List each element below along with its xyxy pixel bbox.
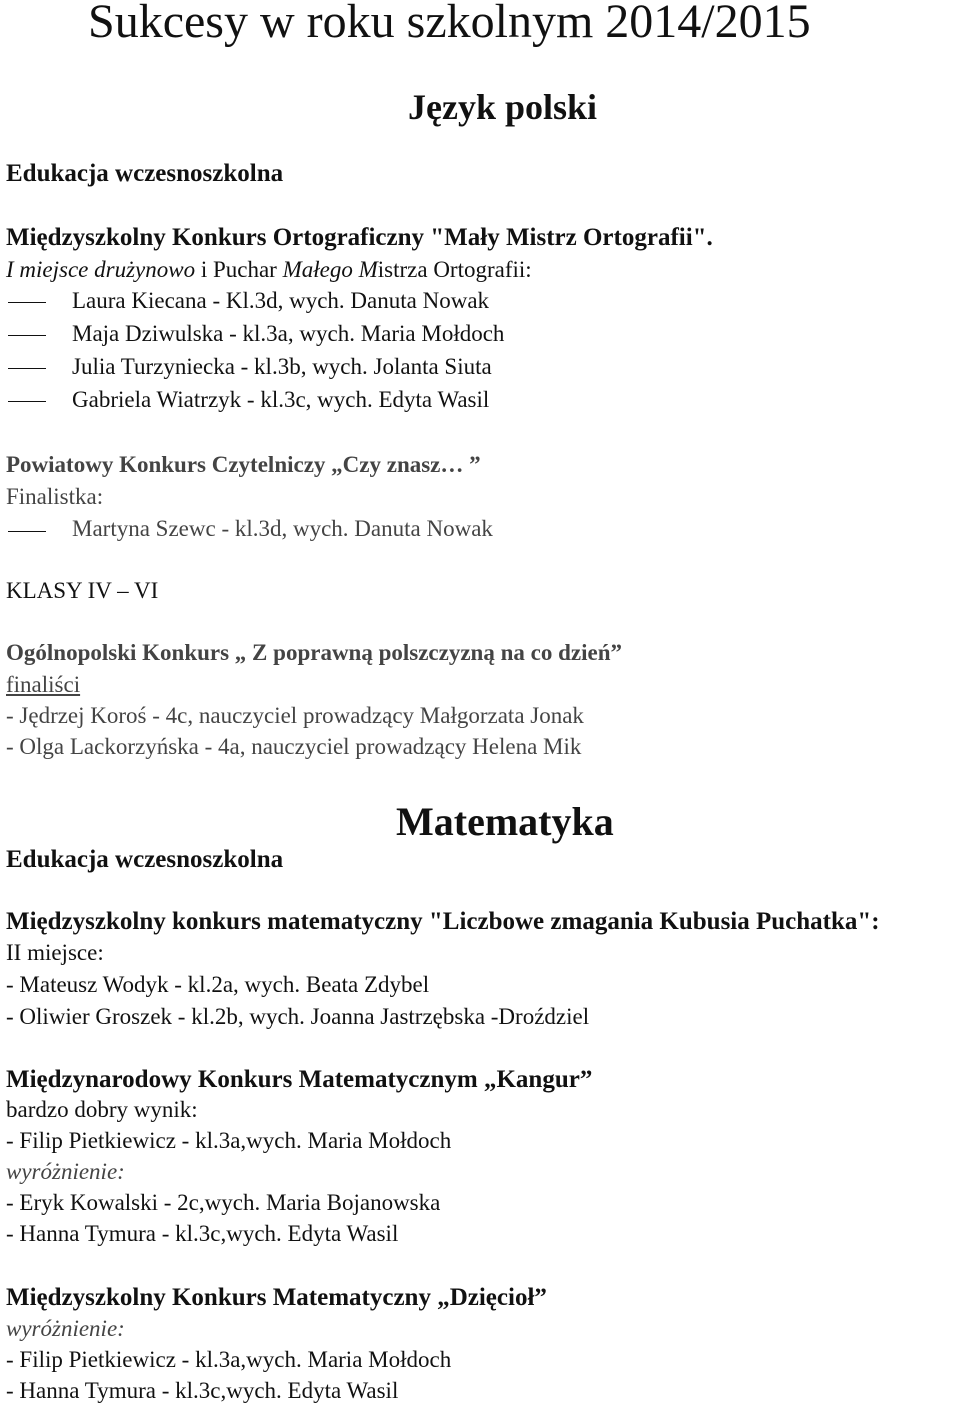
award-label: II miejsce: <box>6 940 104 965</box>
award-line: I miejsce drużynowo i Puchar Małego Mistrza Ortografii: <box>6 257 532 282</box>
contest-title: Międzyszkolny Konkurs Matematyczny „Dzięcioł” <box>6 1284 547 1311</box>
list-item: - Eryk Kowalski - 2c,wych. Maria Bojanowska <box>6 1190 441 1215</box>
list-item: - Hanna Tymura - kl.3c,wych. Edyta Wasil <box>6 1221 399 1246</box>
contest-title: Międzynarodowy Konkurs Matematycznym „Kangur” <box>6 1066 593 1093</box>
list-item: - Oliwier Groszek - kl.2b, wych. Joanna Jastrzębska -Droździel <box>6 1004 590 1029</box>
award-label: Finalistka: <box>6 484 104 509</box>
list-item: - Jędrzej Koroś - 4c, nauczyciel prowadzący Małgorzata Jonak <box>6 703 584 728</box>
list-item: Martyna Szewc - kl.3d, wych. Danuta Nowak <box>72 516 493 541</box>
list-item: - Filip Pietkiewicz - kl.3a,wych. Maria Mołdoch <box>6 1347 452 1372</box>
page-title: Sukcesy w roku szkolnym 2014/2015 <box>88 0 811 48</box>
section-heading-math: Matematyka <box>396 799 614 844</box>
list-dash <box>8 302 46 303</box>
list-item: - Hanna Tymura - kl.3c,wych. Edyta Wasil <box>6 1378 399 1403</box>
award-label: bardzo dobry wynik: <box>6 1097 198 1122</box>
list-item: Laura Kiecana - Kl.3d, wych. Danuta Nowak <box>72 288 490 313</box>
award-label: finaliści <box>6 672 81 697</box>
contest-title: Międzyszkolny konkurs matematyczny "Liczbowe zmagania Kubusia Puchatka": <box>6 908 880 935</box>
subsection-early-education: Edukacja wczesnoszkolna <box>6 160 284 187</box>
award-label: wyróżnienie: <box>6 1316 125 1341</box>
list-dash <box>8 335 46 336</box>
list-item: - Mateusz Wodyk - kl.2a, wych. Beata Zdybel <box>6 972 430 997</box>
contest-title: Ogólnopolski Konkurs „ Z poprawną polszczyzną na co dzień” <box>6 640 622 665</box>
list-dash <box>8 401 46 402</box>
list-dash <box>8 531 46 532</box>
list-item: Gabriela Wiatrzyk - kl.3c, wych. Edyta Wasil <box>72 387 490 412</box>
award-label: wyróżnienie: <box>6 1159 125 1184</box>
list-dash <box>8 368 46 369</box>
list-item: Julia Turzyniecka - kl.3b, wych. Jolanta Siuta <box>72 354 492 379</box>
subsection-grades-4-6: KLASY IV – VI <box>6 578 159 603</box>
contest-title: Powiatowy Konkurs Czytelniczy „Czy znasz… ” <box>6 452 481 477</box>
list-item: Maja Dziwulska - kl.3a, wych. Maria Mołdoch <box>72 321 505 346</box>
section-heading-polish: Język polski <box>408 87 598 127</box>
subsection-early-education: Edukacja wczesnoszkolna <box>6 846 284 873</box>
list-item: - Olga Lackorzyńska - 4a, nauczyciel prowadzący Helena Mik <box>6 734 582 759</box>
contest-title: Międzyszkolny Konkurs Ortograficzny "Mały Mistrz Ortografii". <box>6 224 713 251</box>
list-item: - Filip Pietkiewicz - kl.3a,wych. Maria Mołdoch <box>6 1128 452 1153</box>
